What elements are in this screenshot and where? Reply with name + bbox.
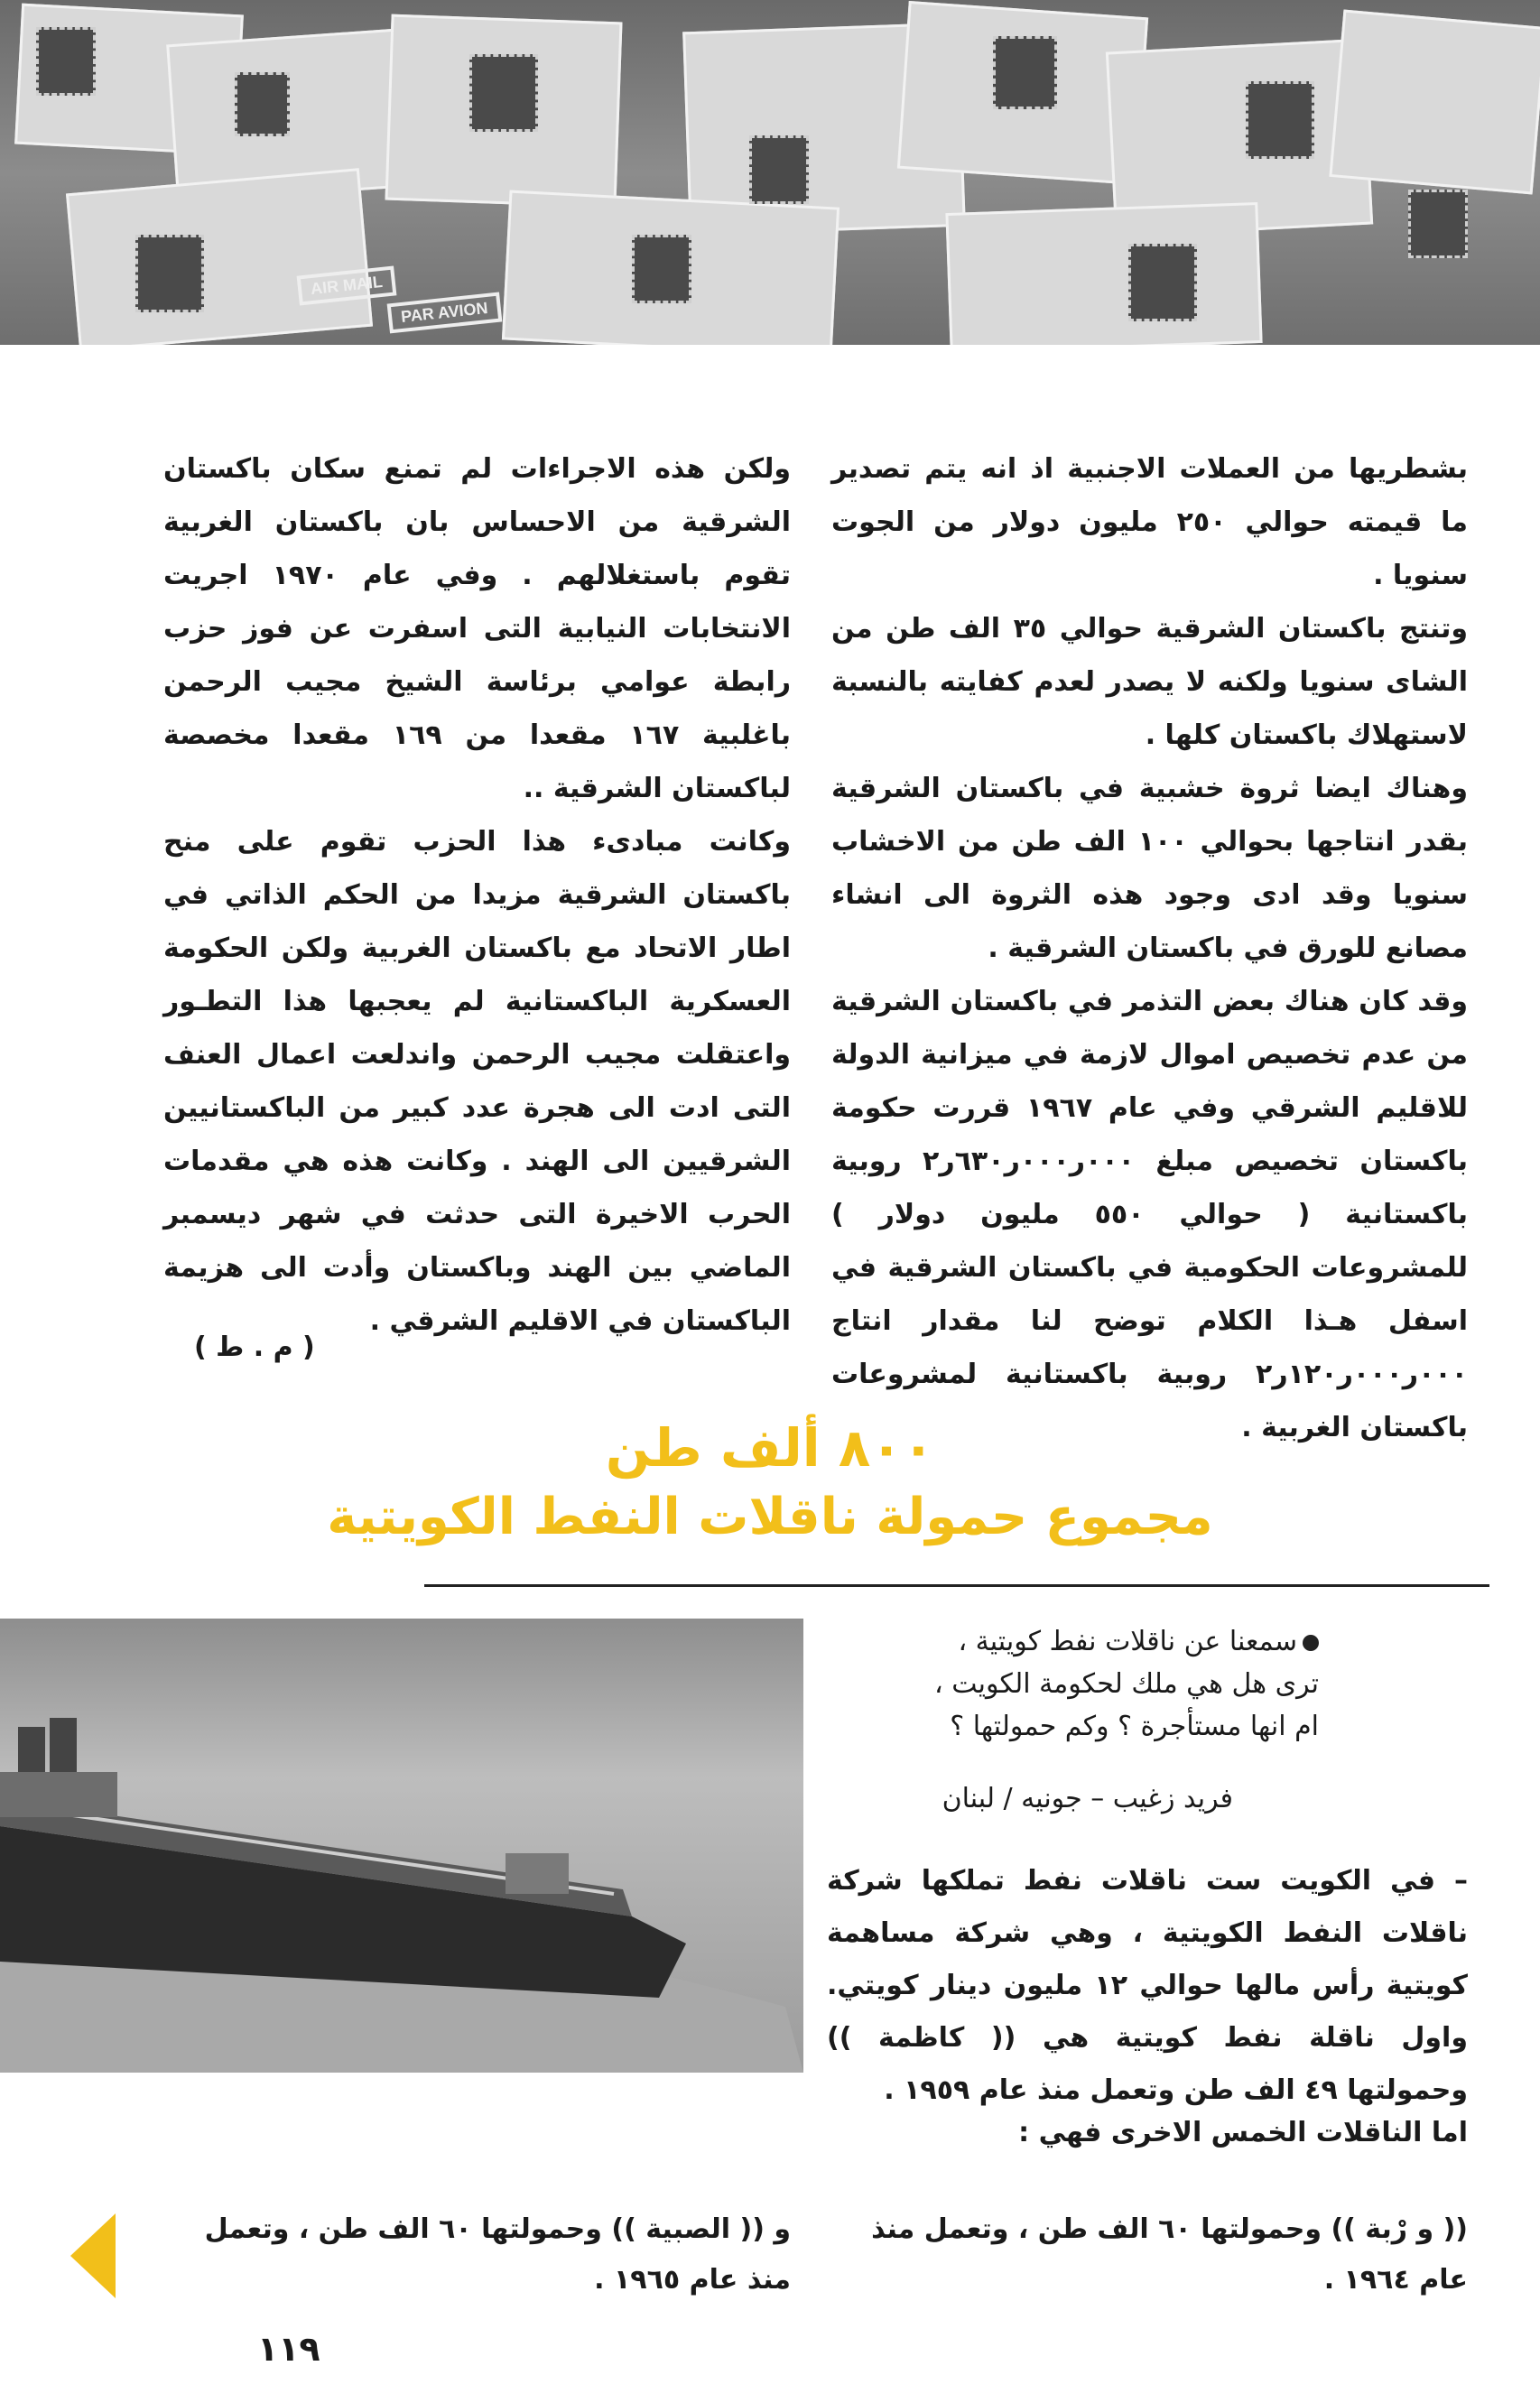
tanker-text: و (( الصبية )) وحمولتها ٦٠ الف طن ، وتعمل منذ عام ١٩٦٥ . <box>204 2213 791 2296</box>
paragraph: وتنتج باكستان الشرقية حوالي ٣٥ الف طن من الشاى سنويا ولكنه لا يصدر لعدم كفايته بالنسبة لاستهلاك باكستان كلها . <box>831 613 1468 751</box>
divider <box>424 1584 1489 1587</box>
question-line: ام انها مستأجرة ؟ وكم حمولتها ؟ <box>950 1711 1319 1742</box>
answer-paragraph: – في الكويت ست ناقلات نفط تملكها شركة ناقلات النفط الكويتية ، وهي شركة مساهمة كويتية رأس مالها حوالي ١٢ مليون دينار كويتي. واول ناقلة نفط كويتية هي (( كاظمة )) وحمولتها ٤٩ الف طن وتعمل منذ عام ١٩٥٩ . <box>827 1865 1468 2106</box>
envelopes-photo: AIR MAIL PAR AVION <box>0 0 1540 345</box>
page-number: ١١٩ <box>257 2329 320 2369</box>
reader-question <box>813 1620 1319 1748</box>
others-intro: اما الناقلات الخمس الاخرى فهي : <box>1018 2117 1468 2148</box>
answer-text <box>827 1855 1468 2117</box>
paragraph: وهناك ايضا ثروة خشبية في باكستان الشرقية بقدر انتاجها بحوالي ١٠٠ الف طن من الاخشاب سنويا وقد ادى وجود هذه الثروة الى انشاء مصانع للورق في باكستان الشرقية . <box>831 773 1468 964</box>
question-line: سمعنا عن ناقلات نفط كويتية ، <box>813 1620 1319 1663</box>
bullet-icon <box>1303 1635 1319 1651</box>
question-line: ترى هل هي ملك لحكومة الكويت ، <box>933 1668 1319 1700</box>
article-column-right <box>831 442 1468 1454</box>
question-author: فريد زغيب – جونيه / لبنان <box>942 1783 1233 1814</box>
tanker-ship-illustration <box>0 1619 803 2073</box>
author-initials: ( م . ط ) <box>194 1331 315 1363</box>
tanker-entry-sabiya <box>159 2204 791 2306</box>
paragraph: وقد كان هناك بعض التذمر في باكستان الشرقية من عدم تخصيص اموال لازمة في ميزانية الدولة للاقليم الشرقي وفي عام ١٩٦٧ قررت حكومة باكستان تخصيص مبلغ ٠٠٠ر٠٠٠ر٦٣٠ر٢ روبية باكستانية ( حوالي ٥٥٠ مليون دولار ) للمشروعات الحكومية في باكستان الشرقية في اسفل هـذا الكلام توضح لنا مقدار انتاج ٠٠٠ر٠٠٠ر١٢٠ر٢ روبية باكستانية لمشروعات باكستان الغربية . <box>831 986 1468 1443</box>
headline-line-1: ٨٠٠ ألف طن <box>605 1417 935 1479</box>
continue-arrow-icon <box>70 2213 116 2298</box>
tanker-entry-warba <box>836 2204 1468 2306</box>
paragraph: وكانت مبادىء هذا الحزب تقوم على منح باكستان الشرقية مزيدا من الحكم الذاتي في اطار الاتحاد مع باكستان الغربية ولكن الحكومة العسكرية الباكستانية لم يعجبها هذا التطـور واعتقلت مجيب الرحمن واندلعت اعمال العنف التى ادت الى هجرة عدد كبير من الباكستانيين الشرقيين الى الهند . وكانت هذه هي مقدمات الحرب الاخيرة التى حدثت في شهر ديسمبر الماضي بين الهند وباكستان وأدت الى هزيمة الباكستان في الاقليم الشرقي . <box>163 826 791 1337</box>
headline-line-2: مجموع حمولة ناقلات النفط الكويتية <box>327 1488 1213 1546</box>
paragraph: ولكن هذه الاجراءات لم تمنع سكان باكستان الشرقية من الاحساس بان باكستان الغربية تقوم باستغلالهم . وفي عام ١٩٧٠ اجريت الانتخابات النيابية التى اسفرت عن فوز حزب رابطة عوامي برئاسة الشيخ مجيب الرحمن باغلبية ١٦٧ مقعدا من ١٦٩ مقعدا مخصصة لباكستان الشرقية .. <box>163 453 791 804</box>
tanker-photo <box>0 1619 803 2073</box>
paragraph: بشطريها من العملات الاجنبية اذ انه يتم تصدير ما قيمته حوالي ٢٥٠ مليون دولار من الجوت سنويا . <box>831 453 1468 591</box>
tanker-text: (( و رْبة )) وحمولتها ٦٠ الف طن ، وتعمل منذ عام ١٩٦٤ . <box>871 2213 1468 2296</box>
article-column-left <box>163 442 791 1348</box>
